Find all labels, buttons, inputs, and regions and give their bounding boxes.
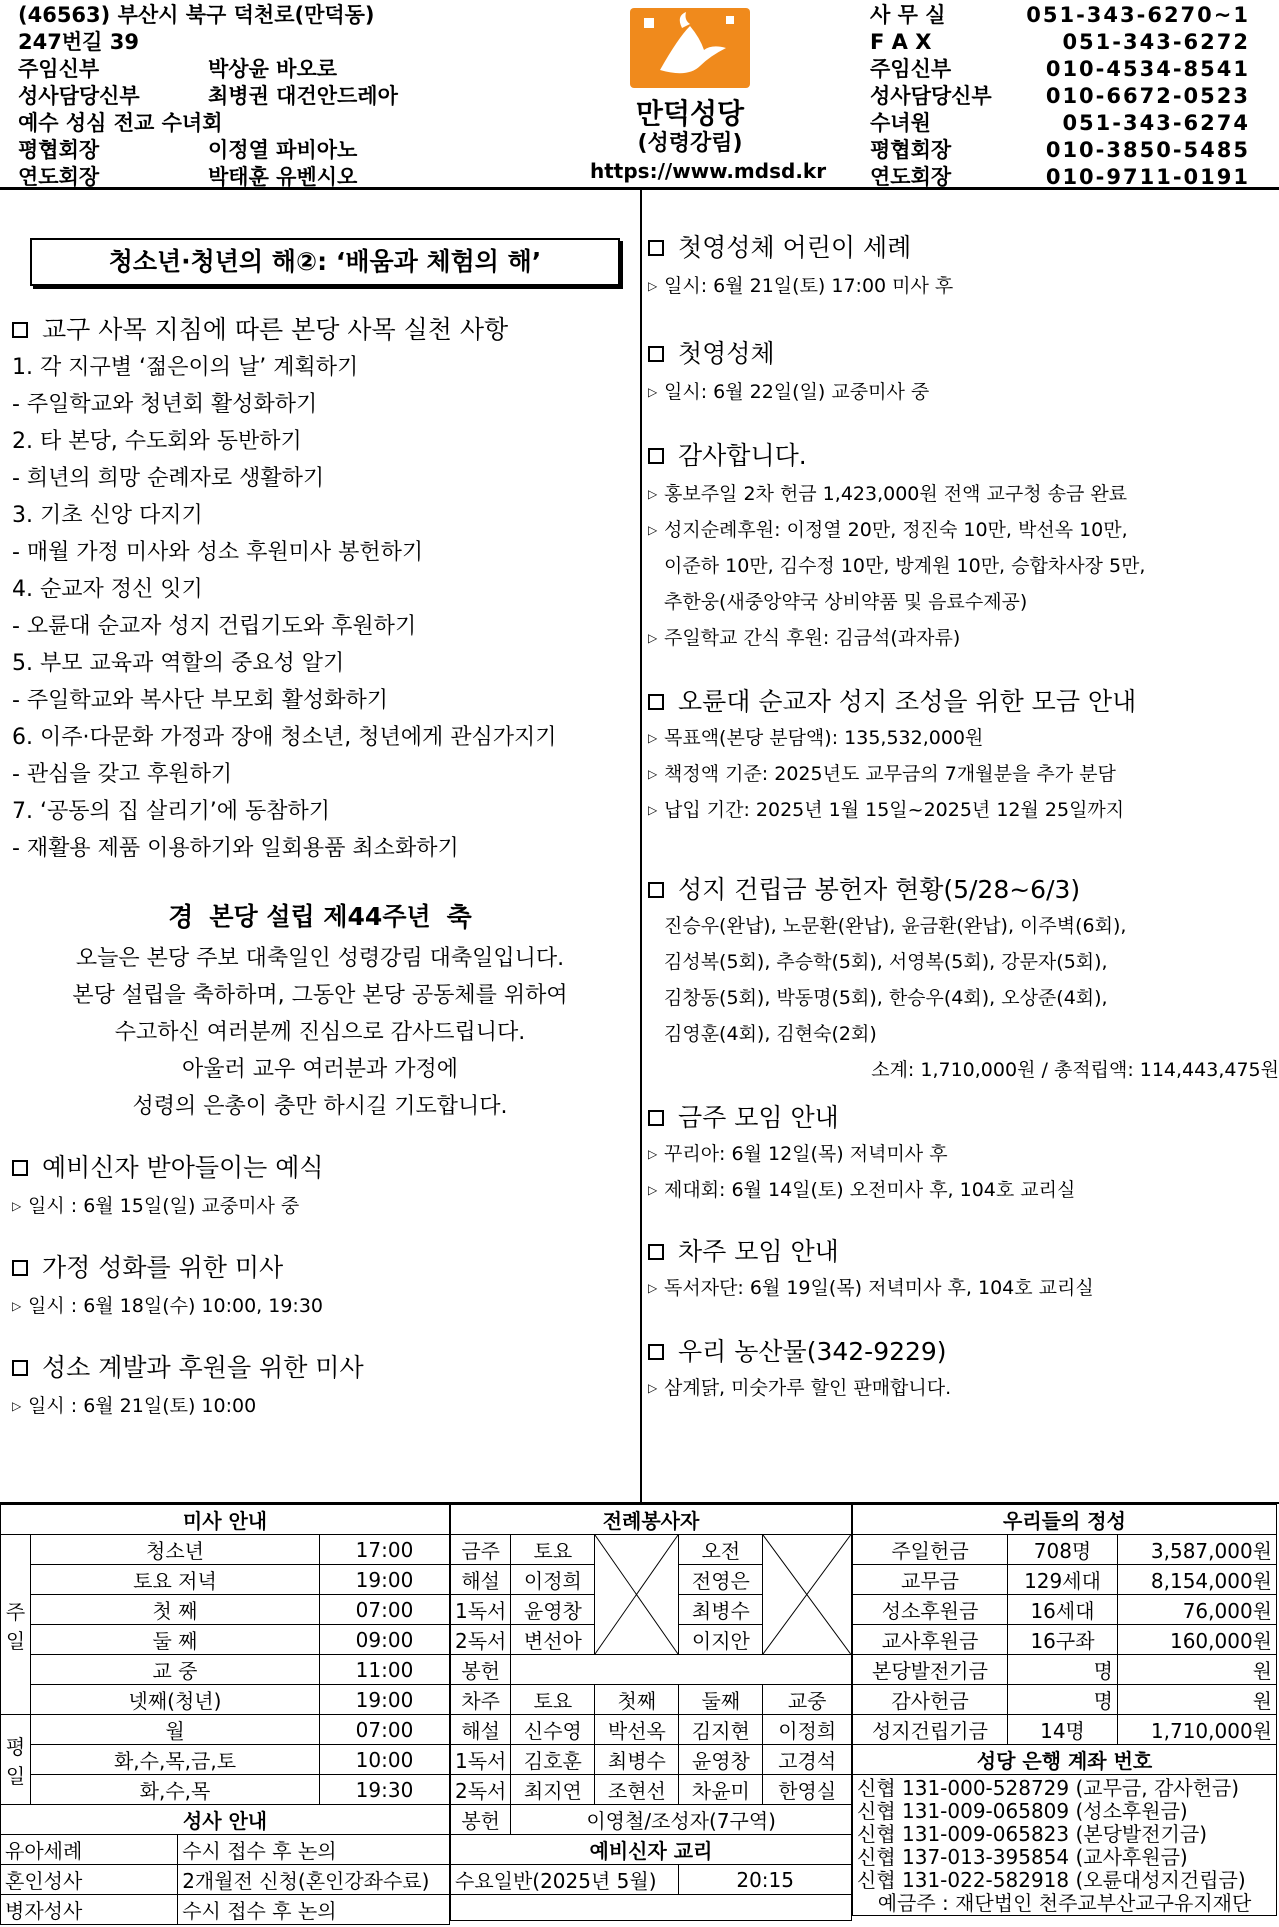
section-title: 가정 성화를 위한 미사 [42, 1253, 284, 1282]
anniversary-section [0, 890, 640, 1125]
section-title: 금주 모임 안내 [678, 1103, 839, 1132]
row-group-label: 주일 [1, 1535, 31, 1715]
header [0, 0, 1279, 190]
list-item: 3. 기초 신앙 다지기 [12, 503, 203, 528]
contact-label: 사 무 실 [870, 3, 946, 27]
account-holder: 예금주 : 재단법인 천주교부산교구유지재단 [877, 1891, 1252, 1915]
bank-account: 신협 131-022-582918 (오륜대성지건립금) [857, 1868, 1246, 1892]
list-item: 6. 이주·다문화 가정과 장애 청소년, 청년에게 관심가지기 [12, 725, 557, 750]
bank-account: 신협 137-013-395854 (교사후원금) [857, 1845, 1188, 1869]
year-theme: 청소년·청년의 해②: ‘배움과 체험의 해’ [30, 238, 620, 286]
triangle-bullet-icon: ▷ [648, 487, 658, 501]
list-item: - 주일학교와 복사단 부모회 활성화하기 [12, 688, 388, 713]
info-label: 성사담당신부 [18, 84, 140, 108]
contact-number: 010-9711-0191 [1045, 165, 1250, 189]
section-title: 첫영성체 어린이 세례 [678, 233, 912, 262]
info-label: 예수 성심 전교 수녀회 [18, 111, 223, 135]
list-item: 2. 타 본당, 수도회와 동반하기 [12, 429, 302, 454]
list-item: - 희년의 희망 순례자로 생활하기 [12, 466, 325, 491]
list-item: - 주일학교와 청년회 활성화하기 [12, 392, 318, 417]
table-title: 예비신자 교리 [451, 1835, 852, 1865]
triangle-bullet-icon: ▷ [648, 1147, 658, 1161]
checkbox-icon [12, 1360, 28, 1376]
celebration-seal-icon: 축 [446, 902, 472, 933]
notice-produce: 우리 농산물(342-9229) ▷ 삼계닭, 미숫가루 할인 판매합니다. [648, 1336, 1273, 1406]
address-line2: 247번길 39 [18, 30, 139, 54]
dove-flame-logo-icon [630, 8, 750, 88]
triangle-bullet-icon: ▷ [12, 1299, 22, 1313]
list-item: 5. 부모 교육과 역할의 중요성 알기 [12, 651, 345, 676]
contact-number: 051-343-6272 [1062, 30, 1250, 54]
notice-vocation-mass: 성소 계발과 후원을 위한 미사 ▷ 일시 : 6월 21일(토) 10:00 [12, 1352, 632, 1424]
parish-name: 만덕성당 [635, 97, 745, 130]
list-item: - 관심을 갖고 후원하기 [12, 762, 233, 787]
contact-label: 수녀원 [870, 111, 931, 135]
triangle-bullet-icon: ▷ [648, 803, 658, 817]
info-label: 평협회장 [18, 138, 100, 162]
list-item: 7. ‘공동의 집 살리기’에 동참하기 [12, 799, 330, 824]
triangle-bullet-icon: ▷ [648, 631, 658, 645]
checkbox-icon [648, 694, 664, 710]
list-item: - 오륜대 순교자 성지 건립기도와 후원하기 [12, 614, 417, 639]
parish-logo [590, 8, 827, 184]
contact-label: F A X [870, 30, 932, 54]
section-title: 차주 모임 안내 [678, 1237, 839, 1266]
contact-label: 연도회장 [870, 165, 952, 189]
notice-next-week: 차주 모임 안내 ▷ 독서자단: 6월 19일(목) 저녁미사 후, 104호 교리실 [648, 1236, 1273, 1306]
notice-thanks: 감사합니다. ▷ 홍보주일 2차 헌금 1,423,000원 전액 교구청 송금 완료 ▷ 성지순례후원: 이정열 20만, 정진숙 10만, 박선옥 10만, 이준하 10만, 김수정 10만, 방계원 10만, 승합차사장 5만, 추한웅(새중앙약국 상비약품 및 음료수제공) ▷ 주일학교 간식 후원: 김금석(과자류) [648, 440, 1273, 656]
notice-communion: 첫영성체 ▷ 일시: 6월 22일(일) 교중미사 중 [648, 338, 1273, 410]
info-value: 이정열 파비아노 [208, 138, 358, 162]
list-item: 1. 각 지구별 ‘젊은이의 날’ 계획하기 [12, 355, 359, 380]
contact-number: 010-3850-5485 [1045, 138, 1250, 162]
info-label: 주임신부 [18, 57, 100, 81]
mass-schedule-table: 미사 안내 주일 청소년 17:00 토요 저녁 19:00 첫 째 07:00 둘 째 09:00 교 중 11:00 넷째(청년) 19:00 평일 월 07:00 화,수,목,금,토 10:00 화,수,목 19:30 성사 안내 유아세례 수시 접수 후 논의 혼인성사 2개월전 신청(혼인강좌수료) 병자성사 수시 접수 후 논의 [0, 1504, 450, 1925]
list-item: 4. 순교자 정신 잇기 [12, 577, 203, 602]
bank-account: 신협 131-009-065823 (본당발전기금) [857, 1822, 1208, 1846]
guide-list [12, 349, 632, 867]
triangle-bullet-icon: ▷ [648, 385, 658, 399]
notice-donors: 성지 건립금 봉헌자 현황(5/28~6/3) 진승우(완납), 노문환(완납), 윤금환(완납), 이주벽(6회), 김성복(5회), 추승학(5회), 서영복(5회), 강문자(5회), 김창동(5회), 박동명(5회), 한승우(4회), 오상준(4회), 김영훈(4회), 김현숙(2회) 소계: 1,710,000원 / 총적립액: 114,443,475원 [648, 874, 1279, 1088]
parish-url[interactable]: https://www.mdsd.kr [590, 159, 827, 183]
contact-number: 051-343-6274 [1062, 111, 1250, 135]
offering-table: 우리들의 정성 주일헌금 708명 3,587,000원 교무금 129세대 8,154,000원 성소후원금 16세대 76,000원 교사후원금 16구좌 160,000원 본당발전기금 명 원 감사헌금 명 원 성지건립기금 14명 1,710,000원 성당 은행 계좌 번호 신협 131-000-528729 (교무금, 감사헌금) 신협 131-009-065809 (성소후원금) 신협 131-009-065823 (본당발전기금) 신협 137-013-395854 (교사후원금) 신협 131-022-582918 (오륜대성지건립금) 예금주 : 재단법인 천주교부산교구유지재단 [852, 1504, 1277, 1916]
anniversary-text: 오늘은 본당 주보 대축일인 성령강림 대축일입니다. [75, 946, 565, 971]
checkbox-icon [648, 240, 664, 256]
table-title: 미사 안내 [1, 1505, 450, 1535]
section-title: 성소 계발과 후원을 위한 미사 [42, 1353, 364, 1382]
anniversary-text: 아울러 교우 여러분과 가정에 [181, 1057, 458, 1082]
section-title: 감사합니다. [678, 441, 807, 470]
section-title: 성지 건립금 봉헌자 현황(5/28~6/3) [678, 875, 1081, 904]
column-divider [640, 190, 642, 1502]
empty-cross-cell [763, 1535, 852, 1655]
table-title: 우리들의 정성 [853, 1505, 1277, 1535]
info-label: 연도회장 [18, 165, 100, 189]
contact-label: 평협회장 [870, 138, 952, 162]
anniversary-text: 성령의 은총이 충만 하시길 기도합니다. [132, 1094, 508, 1119]
donation-total: 소계: 1,710,000원 / 총적립액: 114,443,475원 [871, 1059, 1279, 1081]
bank-account: 신협 131-009-065809 (성소후원금) [857, 1799, 1188, 1823]
table-title: 전례봉사자 [451, 1505, 852, 1535]
table-title: 성사 안내 [1, 1805, 450, 1835]
checkbox-icon [648, 1244, 664, 1260]
contact-number: 010-4534-8541 [1045, 57, 1250, 81]
list-item: - 재활용 제품 이용하기와 일회용품 최소화하기 [12, 836, 459, 861]
triangle-bullet-icon: ▷ [648, 731, 658, 745]
notice-catechumen: 예비신자 받아들이는 예식 ▷ 일시 : 6월 15일(일) 교중미사 중 [12, 1152, 632, 1224]
contact-number: 010-6672-0523 [1045, 84, 1250, 108]
info-value: 박태훈 유벤시오 [208, 165, 358, 189]
triangle-bullet-icon: ▷ [648, 1183, 658, 1197]
triangle-bullet-icon: ▷ [648, 1281, 658, 1295]
contact-info [870, 2, 1250, 191]
section-title: 우리 농산물(342-9229) [678, 1337, 947, 1366]
checkbox-icon [648, 882, 664, 898]
notice-shrine-fund: 오륜대 순교자 성지 조성을 위한 모금 안내 ▷ 목표액(본당 분담액): 135,532,000원 ▷ 책정액 기준: 2025년도 교무금의 7개월분을 추가 분담 ▷ 납입 기간: 2025년 1월 15일~2025년 12월 25일까지 [648, 686, 1273, 828]
triangle-bullet-icon: ▷ [648, 1381, 658, 1395]
checkbox-icon [648, 346, 664, 362]
section-title: 오륜대 순교자 성지 조성을 위한 모금 안내 [678, 687, 1137, 716]
parish-info [18, 2, 578, 191]
celebration-seal-icon: 경 [168, 902, 194, 933]
triangle-bullet-icon: ▷ [648, 523, 658, 537]
bank-accounts [853, 1775, 1277, 1916]
anniversary-text: 본당 설립을 축하하며, 그동안 본당 공동체를 위하여 [72, 983, 568, 1008]
triangle-bullet-icon: ▷ [648, 767, 658, 781]
parish-patron: (성령강림) [637, 131, 743, 156]
empty-cross-cell [595, 1535, 679, 1655]
info-value: 박상윤 바오로 [208, 57, 338, 81]
triangle-bullet-icon: ▷ [12, 1399, 22, 1413]
liturgy-servers-table: 전례봉사자 금주 토요 오전 해설 이정희 전영은 1독서 윤영창 최병수 2독서 변선아 이지안 봉헌 차주 토요 첫째 둘째 교중 해설 신수영 박선옥 김지현 이정희 1독서 김호훈 최병수 윤영창 고경석 2독서 최지연 조현선 차윤미 한영실 봉헌 이영철/조성자(7구역) 예비신자 교리 수요일반(2025년 5월) 20:15 [450, 1504, 852, 1921]
triangle-bullet-icon: ▷ [648, 279, 658, 293]
notice-family-mass: 가정 성화를 위한 미사 ▷ 일시 : 6월 18일(수) 10:00, 19:30 [12, 1252, 632, 1324]
contact-number: 051-343-6270~1 [1026, 3, 1250, 27]
checkbox-icon [648, 1344, 664, 1360]
bank-account: 신협 131-000-528729 (교무금, 감사헌금) [857, 1776, 1240, 1800]
list-item: - 매월 가정 미사와 성소 후원미사 봉헌하기 [12, 540, 424, 565]
checkbox-icon [12, 1160, 28, 1176]
section-title: 예비신자 받아들이는 예식 [42, 1153, 324, 1182]
address-line1: (46563) 부산시 북구 덕천로(만덕동) [18, 3, 375, 27]
checkbox-icon [12, 322, 28, 338]
section-title: 교구 사목 지침에 따른 본당 사목 실천 사항 [12, 314, 632, 346]
anniversary-text: 수고하신 여러분께 진심으로 감사드립니다. [114, 1020, 526, 1045]
guide-section [12, 314, 632, 867]
table-title: 성당 은행 계좌 번호 [853, 1745, 1277, 1775]
section-title: 첫영성체 [678, 339, 775, 368]
checkbox-icon [648, 448, 664, 464]
contact-label: 주임신부 [870, 57, 952, 81]
anniversary-title: 본당 설립 제44주년 [209, 902, 431, 931]
row-group-label: 평일 [1, 1715, 31, 1805]
info-value: 최병권 대건안드레아 [208, 84, 398, 108]
checkbox-icon [648, 1110, 664, 1126]
notice-this-week: 금주 모임 안내 ▷ 꾸리아: 6월 12일(목) 저녁미사 후 ▷ 제대회: 6월 14일(토) 오전미사 후, 104호 교리실 [648, 1102, 1273, 1208]
checkbox-icon [12, 1260, 28, 1276]
contact-label: 성사담당신부 [870, 84, 992, 108]
schedule-tables [0, 1502, 1279, 1927]
triangle-bullet-icon: ▷ [12, 1199, 22, 1213]
notice-baptism: 첫영성체 어린이 세례 ▷ 일시: 6월 21일(토) 17:00 미사 후 [648, 232, 1273, 304]
